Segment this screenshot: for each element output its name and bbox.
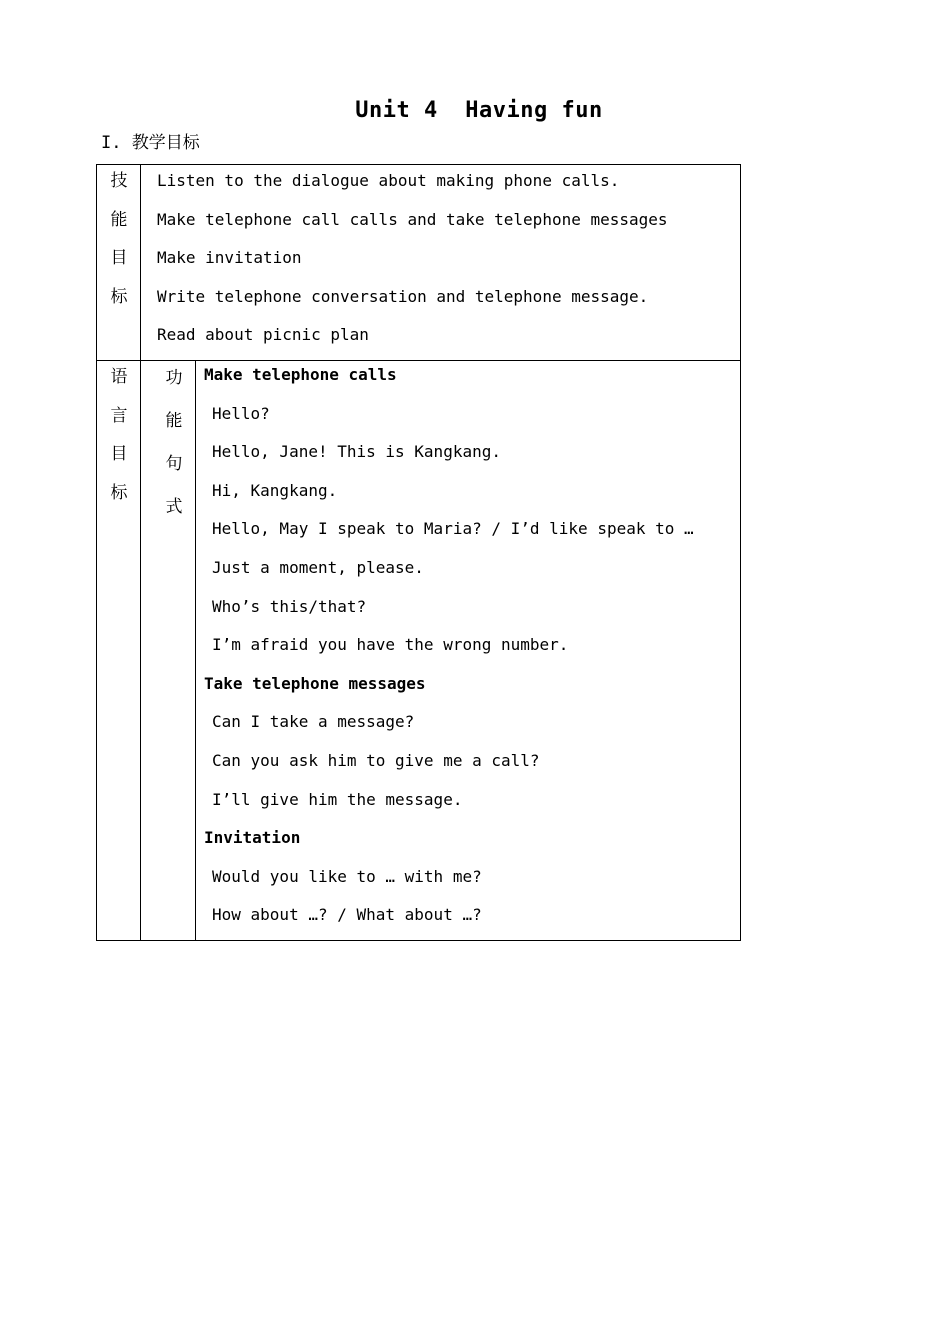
skill-goal-line: Listen to the dialogue about making phone calls.: [157, 171, 620, 190]
skill-goals-label: [97, 167, 141, 321]
label-char: 技: [110, 171, 128, 191]
label-char: 目: [110, 444, 128, 464]
label-char: 句: [165, 454, 183, 474]
label-char: 言: [110, 405, 128, 426]
sentence-line: Hello, Jane! This is Kangkang.: [212, 442, 501, 462]
group-heading: Take telephone messages: [204, 673, 426, 693]
label-char: 式: [165, 497, 183, 517]
label-char: 目: [110, 248, 128, 268]
column-divider: [140, 361, 141, 940]
label-char: 能: [110, 209, 128, 230]
objectives-table: [96, 164, 741, 941]
sentence-line: Just a moment, please.: [212, 557, 424, 577]
skill-goals-row: [97, 165, 740, 361]
sentence-line: I’ll give him the message.: [212, 789, 463, 809]
label-char: 功: [165, 368, 183, 388]
sentence-line: Who’s this/that?: [212, 596, 367, 616]
sentence-line: Can you ask him to give me a call?: [212, 750, 540, 770]
label-char: 标: [110, 482, 128, 503]
label-char: 能: [165, 411, 183, 431]
language-goals-list: [204, 361, 694, 940]
sentence-line: Would you like to … with me?: [212, 866, 482, 886]
sentence-line: Hello, May I speak to Maria? / I’d like speak to …: [212, 519, 694, 539]
skill-goal-line: Read about picnic plan: [157, 325, 369, 344]
column-divider: [195, 361, 196, 940]
sentence-line: Hello?: [212, 403, 270, 423]
sentence-line: Hi, Kangkang.: [212, 480, 338, 500]
function-sentences-label: [147, 363, 201, 535]
sentence-line: Can I take a message?: [212, 712, 415, 732]
skill-goal-line: Make telephone call calls and take telephone messages: [157, 209, 668, 229]
sentence-line: How about …? / What about …?: [212, 905, 482, 925]
section-heading: I. 教学目标: [101, 133, 200, 153]
skill-goal-line: Make invitation: [157, 248, 302, 267]
group-heading: Invitation: [204, 828, 301, 848]
language-goals-row: [97, 361, 740, 940]
skill-goal-line: Write telephone conversation and telephone message.: [157, 286, 649, 306]
column-divider: [140, 165, 141, 360]
label-char: 语: [110, 367, 128, 387]
skill-goals-list: [157, 167, 668, 360]
group-heading: Make telephone calls: [204, 365, 397, 384]
language-goals-label: [97, 363, 141, 517]
document-title: Unit 4 Having fun: [355, 98, 603, 123]
label-char: 标: [110, 286, 128, 307]
sentence-line: I’m afraid you have the wrong number.: [212, 635, 569, 655]
